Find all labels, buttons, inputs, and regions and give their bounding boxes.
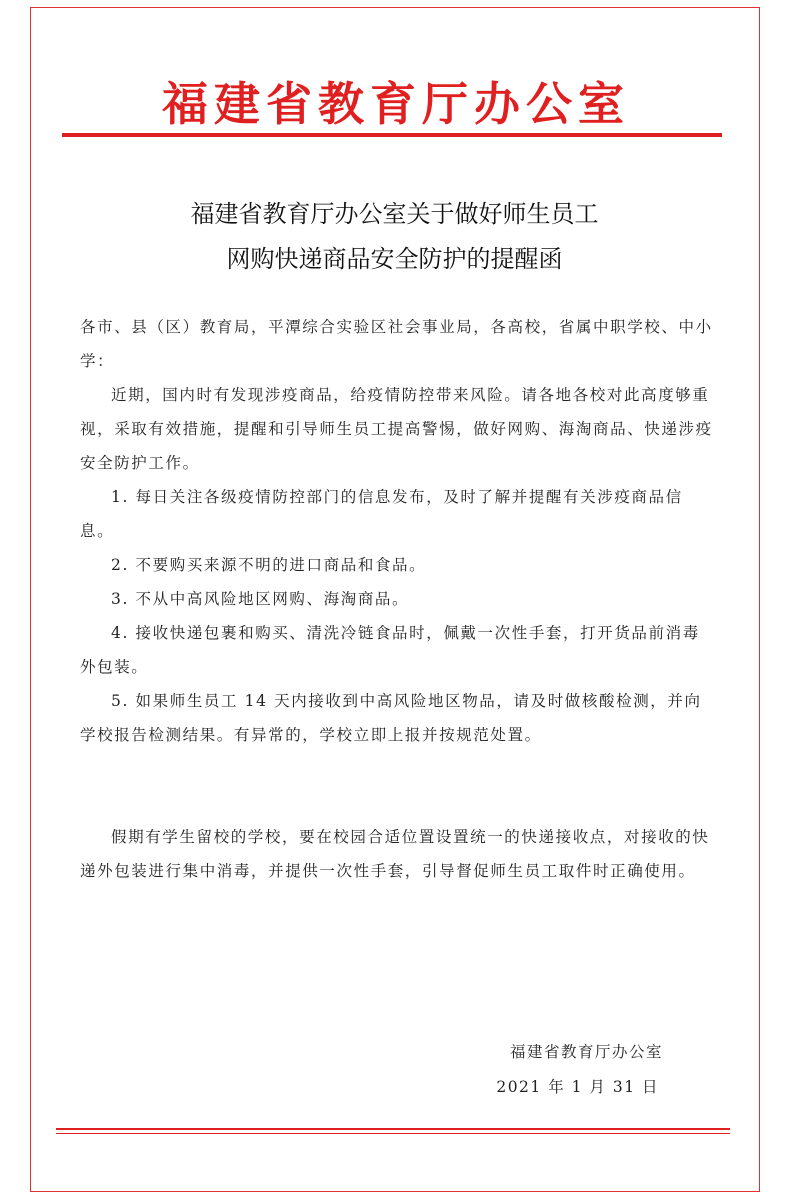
closing-paragraph: 假期有学生留校的学校，要在校园合适位置设置统一的快递接收点，对接收的快递外包装进行集中消毒，并提供一次性手套，引导督促师生员工取件时正确使用。: [80, 828, 710, 880]
list-item: 2. 不要购买来源不明的进口商品和食品。: [111, 556, 427, 574]
header-red-rule: [62, 133, 722, 137]
footer-red-rule-thin: [56, 1133, 730, 1134]
salutation: 各市、县（区）教育局，平潭综合实验区社会事业局，各高校，省属中职学校、中小学：: [80, 318, 713, 370]
list-item: 1. 每日关注各级疫情防控部门的信息发布，及时了解并提醒有关涉疫商品信息。: [80, 488, 683, 540]
footer-red-rule: [56, 1128, 730, 1130]
paragraph-gap: [80, 752, 716, 820]
issuer-banner: 福建省教育厅办公室: [162, 77, 630, 131]
list-item: 5. 如果师生员工 14 天内接收到中高风险地区物品，请及时做核酸检测，并向学校报告检测结果。有异常的，学校立即上报并按规范处置。: [80, 692, 702, 744]
signature-organization: 福建省教育厅办公室: [509, 1043, 663, 1061]
document-body: [80, 310, 716, 888]
list-item: 4. 接收快递包裹和购买、清洗冷链食品时，佩戴一次性手套，打开货品前消毒外包装。: [80, 624, 700, 676]
document-title-line-1: 福建省教育厅办公室关于做好师生员工: [190, 200, 599, 228]
document-title-line-2: 网购快递商品安全防护的提醒函: [226, 245, 563, 273]
list-item: 3. 不从中高风险地区网购、海淘商品。: [111, 590, 410, 608]
signature-date: 2021 年 1 月 31 日: [496, 1078, 659, 1096]
intro-paragraph: 近期，国内时有发现涉疫商品，给疫情防控带来风险。请各地各校对此高度够重视，采取有效措施，提醒和引导师生员工提高警惕，做好网购、海淘商品、快递涉疫安全防护工作。: [80, 386, 713, 472]
